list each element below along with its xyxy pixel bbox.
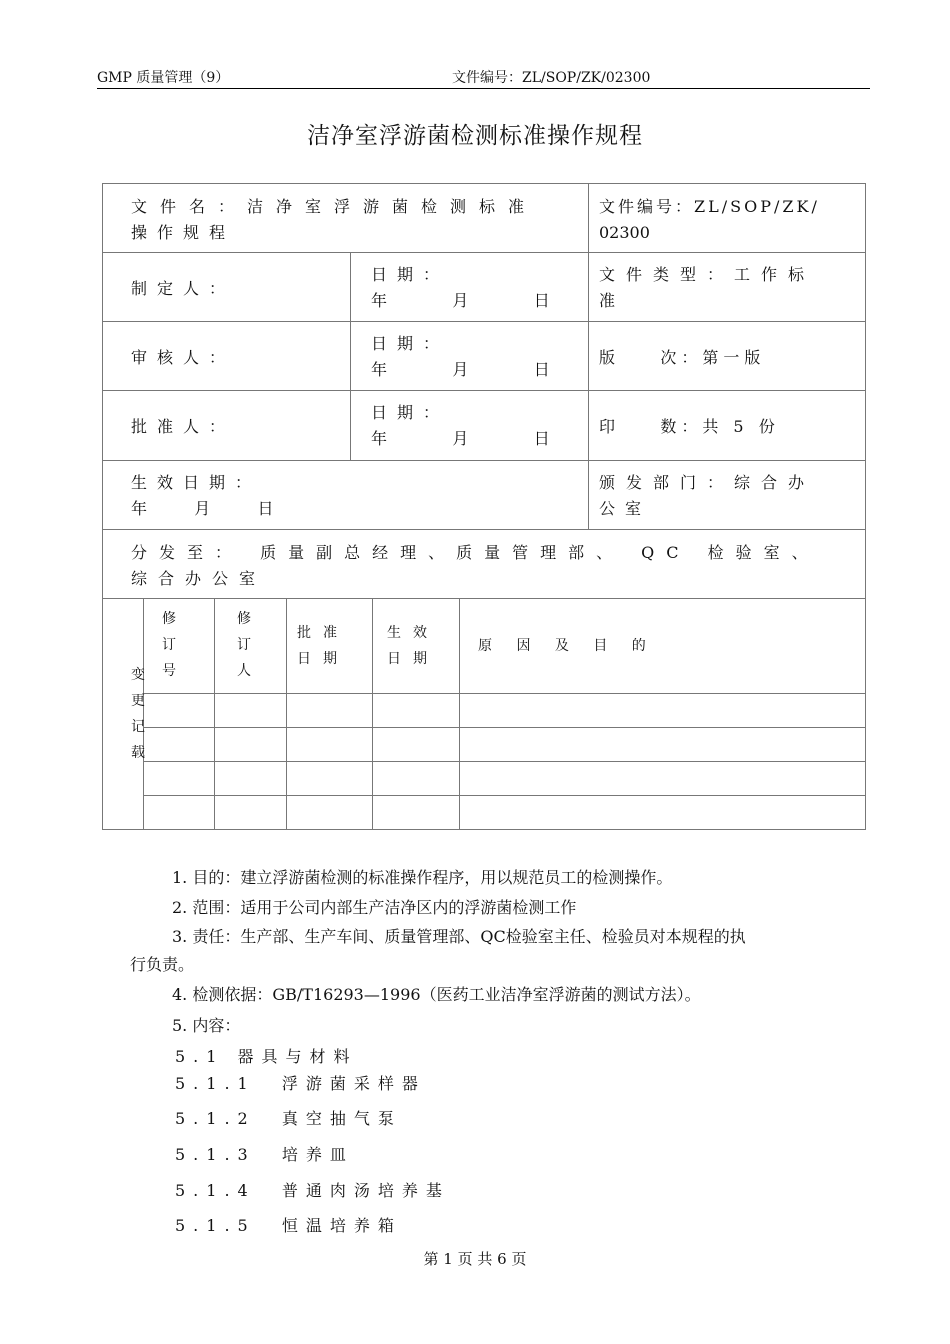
paragraph-responsibility-l1: 3. 责任：生产部、生产车间、质量管理部、QC检验室主任、检验员对本规程的执 [172,927,746,946]
approver-label: 批准人： [131,417,236,436]
document-control-table [102,183,866,830]
issuing-dept-line2: 公室 [599,499,652,518]
page-title: 洁净室浮游菌检测标准操作规程 [307,123,643,149]
paragraph-scope: 2. 范围：适用于公司内部生产洁净区内的浮游菌检测工作 [172,898,577,917]
approve-date-header-l2: 日期 [297,651,349,667]
paragraph-purpose: 1. 目的：建立浮游菌检测的标准操作程序，用以规范员工的检测操作。 [172,868,673,887]
row-divider [103,321,865,322]
maker-label: 制定人： [131,279,236,298]
col-divider [588,460,589,529]
effective-date-value: 年 月 日 [131,499,282,518]
effective-date-header-l2: 日期 [387,651,439,667]
row-divider [103,529,865,530]
header-rule [97,88,870,89]
header-right: 文件编号：ZL/SOP/ZK/02300 [452,70,651,86]
approver-date-label: 日期： [371,403,450,422]
reason-header: 原 因 及 目 的 [478,638,656,654]
rev-no-header-char: 修 [162,611,176,627]
reviser-header-char: 修 [237,611,251,627]
maker-date-label: 日期： [371,265,450,284]
row-divider [103,460,865,461]
row-divider [143,761,865,762]
paragraph-content: 5. 内容： [172,1016,241,1035]
version-label: 版 次：第一版 [599,348,766,367]
row-divider [103,252,865,253]
reviewer-date-value: 年 月 日 [371,360,559,379]
maker-date-value: 年 月 日 [371,291,559,310]
approver-date-value: 年 月 日 [371,429,559,448]
change-record-char: 载 [131,745,145,761]
approve-date-header-l1: 批准 [297,625,349,641]
row-divider [143,795,865,796]
reviser-header-char: 人 [237,663,251,679]
file-number-line1: 文件编号：ZL/SOP/ZK/ [599,197,820,216]
change-record-char: 记 [131,719,145,735]
copies-label: 印 数：共 5 份 [599,417,780,436]
col-divider [459,598,460,829]
effective-date-label: 生效日期： [131,473,262,492]
distribution-line2: 综合办公室 [131,569,267,588]
page-footer: 第 1 页 共 6 页 [423,1250,527,1268]
col-divider [214,598,215,829]
list-item: 5.1.4 普通肉汤培养基 [175,1181,450,1200]
file-type-line1: 文件类型：工作标 [599,265,816,284]
reviewer-label: 审核人： [131,348,236,367]
file-name-line2: 操作规程 [131,223,236,242]
rev-no-header-char: 订 [162,637,176,653]
distribution-line1: 分发至： 质量副总经理、质量管理部、 QC 检验室、 [131,543,820,562]
paragraph-basis: 4. 检测依据：GB/T16293—1996（医药工业洁净室浮游菌的测试方法）。 [172,985,701,1004]
file-name-line1: 文件名：洁净室浮游菌检测标准 [131,197,538,216]
row-divider [103,390,865,391]
row-divider [143,727,865,728]
list-item: 5.1.3 培养皿 [175,1145,354,1164]
issuing-dept-line1: 颁发部门：综合办 [599,473,816,492]
reviewer-date-label: 日期： [371,334,450,353]
col-divider [372,598,373,829]
reviser-header-char: 订 [237,637,251,653]
file-type-line2: 准 [599,291,626,310]
file-number-line2: 02300 [599,223,650,242]
effective-date-header-l1: 生效 [387,625,439,641]
row-divider [103,598,865,599]
col-divider [350,252,351,460]
list-item: 5.1.2 真空抽气泵 [175,1109,402,1128]
list-item: 5.1.1 浮游菌采样器 [175,1074,426,1093]
row-divider [143,693,865,694]
list-item: 5.1.5 恒温培养箱 [175,1216,402,1235]
rev-no-header-char: 号 [162,663,176,679]
change-record-char: 变 [131,667,145,683]
list-item: 5.1 器具与材料 [175,1047,358,1066]
col-divider [286,598,287,829]
paragraph-responsibility-l2: 行负责。 [130,955,195,974]
change-record-char: 更 [131,693,145,709]
header-left: GMP 质量管理（9） [97,70,230,86]
